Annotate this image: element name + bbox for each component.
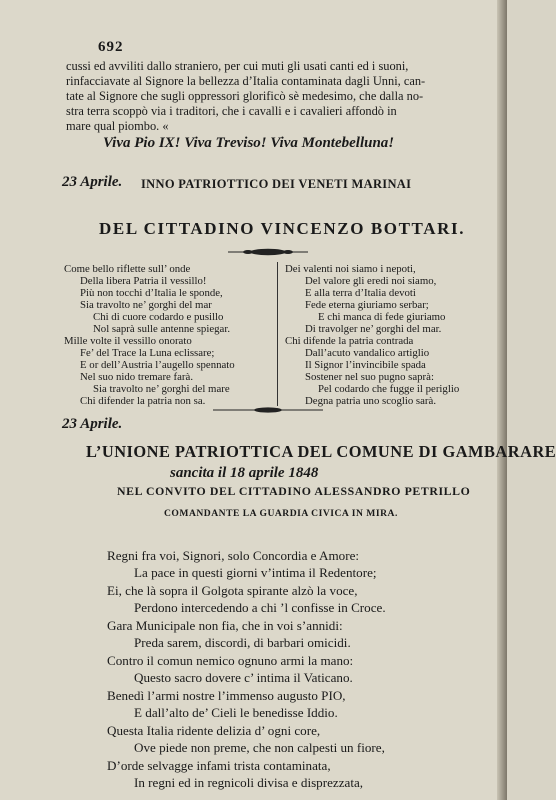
intro-line: tate al Signore che sugli oppressori glorificò sè medesimo, che dalla no- — [66, 89, 424, 103]
ornament-divider-top — [228, 247, 308, 257]
section2-date: 23 Aprile. — [62, 416, 123, 432]
intro-line: mare qual piombo. « — [66, 119, 169, 133]
poem-line: E or dell’Austria l’augello spennato — [80, 359, 235, 371]
verse-line: Benedì l’armi nostre l’immenso augusto PIO, — [107, 688, 346, 703]
poem-line: Degna patria uno scoglio sarà. — [305, 395, 437, 407]
section1-heading-author: DEL CITTADINO VINCENZO BOTTARI. — [99, 219, 466, 238]
poem-line: Fede eterna giuriamo serbar; — [305, 299, 429, 311]
poem-line: Fe’ del Trace la Luna eclissare; — [80, 347, 215, 359]
verse-line: Ei, che là sopra il Golgota spirante alzò la voce, — [107, 583, 358, 598]
viva-line: Viva Pio IX! Viva Treviso! Viva Montebelluna! — [103, 135, 395, 151]
poem-line: Più non tocchi d’Italia le sponde, — [80, 287, 223, 299]
poem-line: Dall’acuto vandalico artiglio — [305, 347, 430, 359]
section2-heading-comandante: COMANDANTE LA GUARDIA CIVICA IN MIRA. — [164, 508, 398, 519]
section2-heading-date: sancita il 18 aprile 1848 — [170, 465, 319, 481]
poem-line: Come bello riflette sull’ onde — [64, 263, 191, 275]
section2-heading-title: L’UNIONE PATRIOTTICA DEL COMUNE DI GAMBARARE — [86, 442, 556, 461]
verse-line: Gara Municipale non fia, che in voi s’annidi: — [107, 618, 343, 633]
intro-line: rinfacciavate al Signore la bellezza d’Italia contaminata dagli Unni, can- — [66, 74, 426, 88]
poem-line: Il Signor l’invincibile spada — [305, 359, 426, 371]
verse-line: Contro il comun nemico ognuno armi la mano: — [107, 653, 354, 668]
verse-line: Perdono intercedendo a chi ’l confisse in Croce. — [134, 600, 386, 615]
poem-line: Sostener nel suo pugno saprà: — [305, 371, 434, 383]
poem-line: Chi difender la patria non sa. — [80, 395, 206, 407]
verse-line: Regni fra voi, Signori, solo Concordia e Amore: — [107, 548, 360, 563]
section1-date: 23 Aprile. — [62, 174, 123, 190]
poem-line: Di travolger ne’ gorghi del mar. — [305, 323, 442, 335]
verse-line: E dall’alto de’ Cieli le benedisse Iddio. — [134, 705, 338, 720]
poem-line: Nol saprà sulle antenne spiegar. — [93, 323, 231, 335]
poem-line: Della libera Patria il vessillo! — [80, 275, 207, 287]
verse-line: Questa Italia ridente delizia d’ ogni core, — [107, 723, 321, 738]
poem-line: E alla terra d’Italia devoti — [305, 287, 416, 299]
poem-line: E chi manca di fede giuriamo — [318, 311, 446, 323]
poem-column-rule — [277, 262, 278, 406]
verse-line: Ove piede non preme, che non calpesti un fiore, — [134, 740, 385, 755]
verse-line: In regni ed in regnicoli divisa e disprezzata, — [134, 775, 364, 790]
poem-line: Dei valenti noi siamo i nepoti, — [285, 263, 416, 275]
section1-heading-title: INNO PATRIOTTICO DEI VENETI MARINAI — [141, 177, 412, 191]
poem-line: Chi di cuore codardo e pusillo — [93, 311, 224, 323]
poem-line: Del valore gli eredi noi siamo, — [305, 275, 437, 287]
poem-line: Sia travolto ne’ gorghi del mar — [80, 299, 212, 311]
poem-line: Sia travolto ne’ gorghi del mare — [93, 383, 230, 395]
intro-line: stra terra scoppò via i traditori, che i cavalli e i cavalieri affondò in — [66, 104, 397, 118]
poem-line: Pel codardo che fugge il periglio — [318, 383, 460, 395]
verse-line: D’orde selvagge infami trista contaminata, — [107, 758, 331, 773]
poem-line: Chi difende la patria contrada — [285, 335, 414, 347]
poem-line: Mille volte il vessillo onorato — [64, 335, 192, 347]
intro-line: cussi ed avviliti dallo straniero, per cui muti gli usati canti ed i suoni, — [66, 59, 409, 73]
verse-line: Questo sacro dovere c’ intima il Vaticano. — [134, 670, 353, 685]
verse-line: La pace in questi giorni v’intima il Redentore; — [134, 565, 377, 580]
verse-line: Preda sarem, discordi, di barbari omicidi. — [134, 635, 351, 650]
poem-line: Nel suo nido tremare farà. — [80, 371, 194, 383]
ornament-divider-bottom — [213, 406, 323, 414]
section2-heading-convito: NEL CONVITO DEL CITTADINO ALESSANDRO PETRILLO — [117, 484, 471, 498]
page-number: 692 — [98, 39, 124, 55]
book-spine-shadow — [497, 0, 507, 800]
